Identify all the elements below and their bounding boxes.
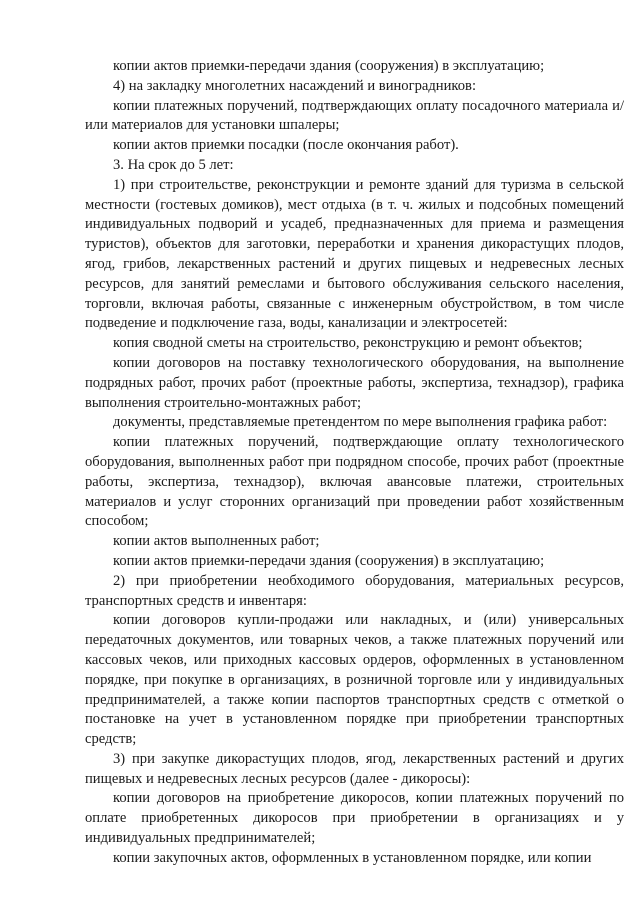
paragraph-5: 3. На срок до 5 лет: — [113, 156, 234, 173]
paragraph-8: копии договоров на поставку технологического оборудования, на выполнение подрядных работ, прочих работ (проектные работы, экспертиза, технадзор), графика выполнения строительно-монтажных работ; — [85, 354, 624, 411]
paragraph-11: копии актов выполненных работ; — [113, 533, 320, 550]
document-body — [85, 57, 624, 869]
paragraph-9: документы, представляемые претендентом по мере выполнения графика работ: — [113, 414, 608, 431]
paragraph-2: 4) на закладку многолетних насаждений и виноградников: — [113, 77, 477, 94]
paragraph-6: 1) при строительстве, реконструкции и ремонте зданий для туризма в сельской местности (гостевых домиков), мест отдыха (в т. ч. жилых и подсобных помещений индивидуальных подворий и усадеб, предназначенных для приема и размещения туристов), объектов для заготовки, переработки и хранения дикорастущих плодов, ягод, грибов, лекарственных растений и других пищевых и недревесных лесных ресурсов, для занятий ремеслами и бытового обслуживания сельского населения, торговли, включая работы, связанные с инженерным обустройством, в том числе подведение и подключение газа, воды, канализации и электросетей: — [85, 176, 624, 332]
paragraph-14: копии договоров купли-продажи или накладных, и (или) универсальных передаточных документов, или товарных чеков, а также платежных поручений или кассовых чеков, или приходных кассовых ордеров, оформленных в установленном порядке, при покупке в организациях, в розничной торговле или у индивидуальных предпринимателей, а также копии паспортов транспортных средств с отметкой о постановке на учет в установленном порядке при приобретении транспортных средств; — [85, 612, 624, 748]
paragraph-15: 3) при закупке дикорастущих плодов, ягод, лекарственных растений и других пищевых и недревесных лесных ресурсов (далее - дикоросы): — [85, 750, 624, 787]
paragraph-16: копии договоров на приобретение дикоросов, копии платежных поручений по оплате приобретенных дикоросов при приобретении в организациях и у индивидуальных предпринимателей; — [85, 790, 624, 847]
paragraph-17: копии закупочных актов, оформленных в установленном порядке, или копии — [113, 849, 592, 866]
paragraph-13: 2) при приобретении необходимого оборудования, материальных ресурсов, транспортных средств и инвентаря: — [85, 572, 624, 609]
paragraph-12: копии актов приемки-передачи здания (сооружения) в эксплуатацию; — [113, 552, 545, 569]
paragraph-7: копия сводной сметы на строительство, реконструкцию и ремонт объектов; — [113, 335, 583, 352]
paragraph-10: копии платежных поручений, подтверждающие оплату технологического оборудования, выполненных работ при подрядном способе, прочих работ (проектные работы, экспертиза, технадзор), включая авансовые платежи, строительных материалов и услуг сторонних организаций при проведении работ хозяйственным способом; — [85, 434, 624, 530]
paragraph-4: копии актов приемки посадки (после окончания работ). — [113, 137, 459, 154]
paragraph-1: копии актов приемки-передачи здания (сооружения) в эксплуатацию; — [113, 58, 545, 74]
paragraph-3: копии платежных поручений, подтверждающих оплату посадочного материала и/или материалов для установки шпалеры; — [85, 97, 624, 134]
